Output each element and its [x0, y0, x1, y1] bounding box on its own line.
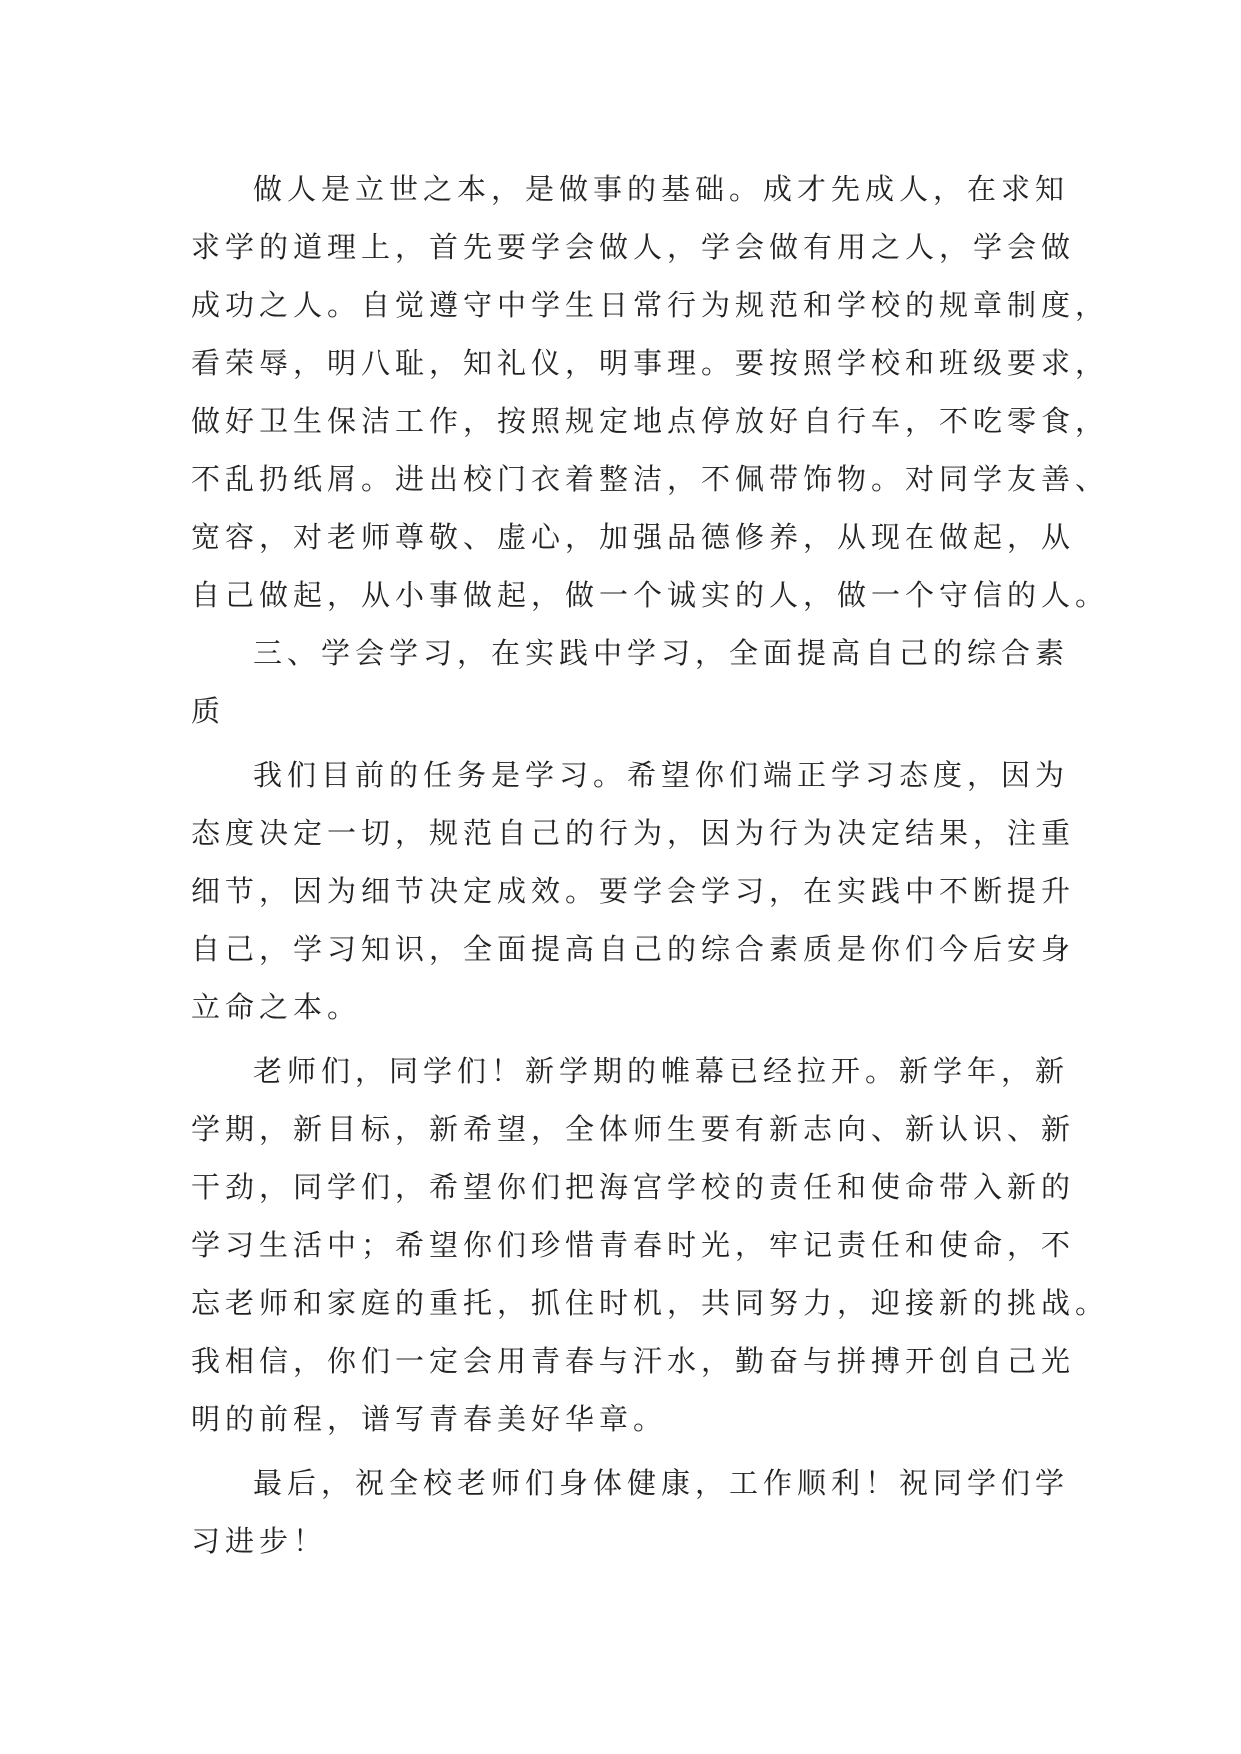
text-line: 学期，新目标，新希望，全体师生要有新志向、新认识、新: [191, 1112, 1076, 1146]
text-line: 老师们，同学们！新学期的帷幕已经拉开。新学年，新: [253, 1054, 1070, 1088]
text-line: 做人是立世之本，是做事的基础。成才先成人，在求知: [253, 172, 1070, 206]
text-line: 自己，学习知识，全面提高自己的综合素质是你们今后安身: [191, 932, 1076, 966]
text-line: 明的前程，谱写青春美好华章。: [191, 1402, 668, 1436]
body-text: [191, 160, 1110, 1570]
paragraph-conduct: [191, 160, 1110, 624]
text-line: 质: [191, 694, 226, 728]
section-heading-three: [191, 624, 1091, 740]
paragraph-closing: [191, 1454, 1091, 1570]
text-line: 求学的道理上，首先要学会做人，学会做有用之人，学会做: [191, 230, 1076, 264]
text-line: 成功之人。自觉遵守中学生日常行为规范和学校的规章制度，: [191, 288, 1110, 322]
text-line: 自己做起，从小事做起，做一个诚实的人，做一个守信的人。: [191, 578, 1110, 612]
text-line: 看荣辱，明八耻，知礼仪，明事理。要按照学校和班级要求，: [191, 346, 1110, 380]
paragraph-study: [191, 746, 1091, 1036]
text-line: 不乱扔纸屑。进出校门衣着整洁，不佩带饰物。对同学友善、: [191, 462, 1110, 496]
text-line: 最后，祝全校老师们身体健康，工作顺利！祝同学们学: [253, 1466, 1070, 1500]
text-line: 干劲，同学们，希望你们把海宫学校的责任和使命带入新的: [191, 1170, 1076, 1204]
text-line: 细节，因为细节决定成效。要学会学习，在实践中不断提升: [191, 874, 1076, 908]
text-line: 三、学会学习，在实践中学习，全面提高自己的综合素: [253, 636, 1070, 670]
text-line: 做好卫生保洁工作，按照规定地点停放好自行车，不吃零食，: [191, 404, 1110, 438]
text-line: 立命之本。: [191, 990, 362, 1024]
text-line: 态度决定一切，规范自己的行为，因为行为决定结果，注重: [191, 816, 1076, 850]
text-line: 忘老师和家庭的重托，抓住时机，共同努力，迎接新的挑战。: [191, 1286, 1110, 1320]
text-line: 我们目前的任务是学习。希望你们端正学习态度，因为: [253, 758, 1070, 792]
text-line: 宽容，对老师尊敬、虚心，加强品德修养，从现在做起，从: [191, 520, 1076, 554]
text-line: 学习生活中；希望你们珍惜青春时光，牢记责任和使命，不: [191, 1228, 1076, 1262]
paragraph-new-term: [191, 1042, 1110, 1448]
text-line: 我相信，你们一定会用青春与汗水，勤奋与拼搏开创自己光: [191, 1344, 1076, 1378]
text-line: 习进步！: [191, 1524, 328, 1558]
